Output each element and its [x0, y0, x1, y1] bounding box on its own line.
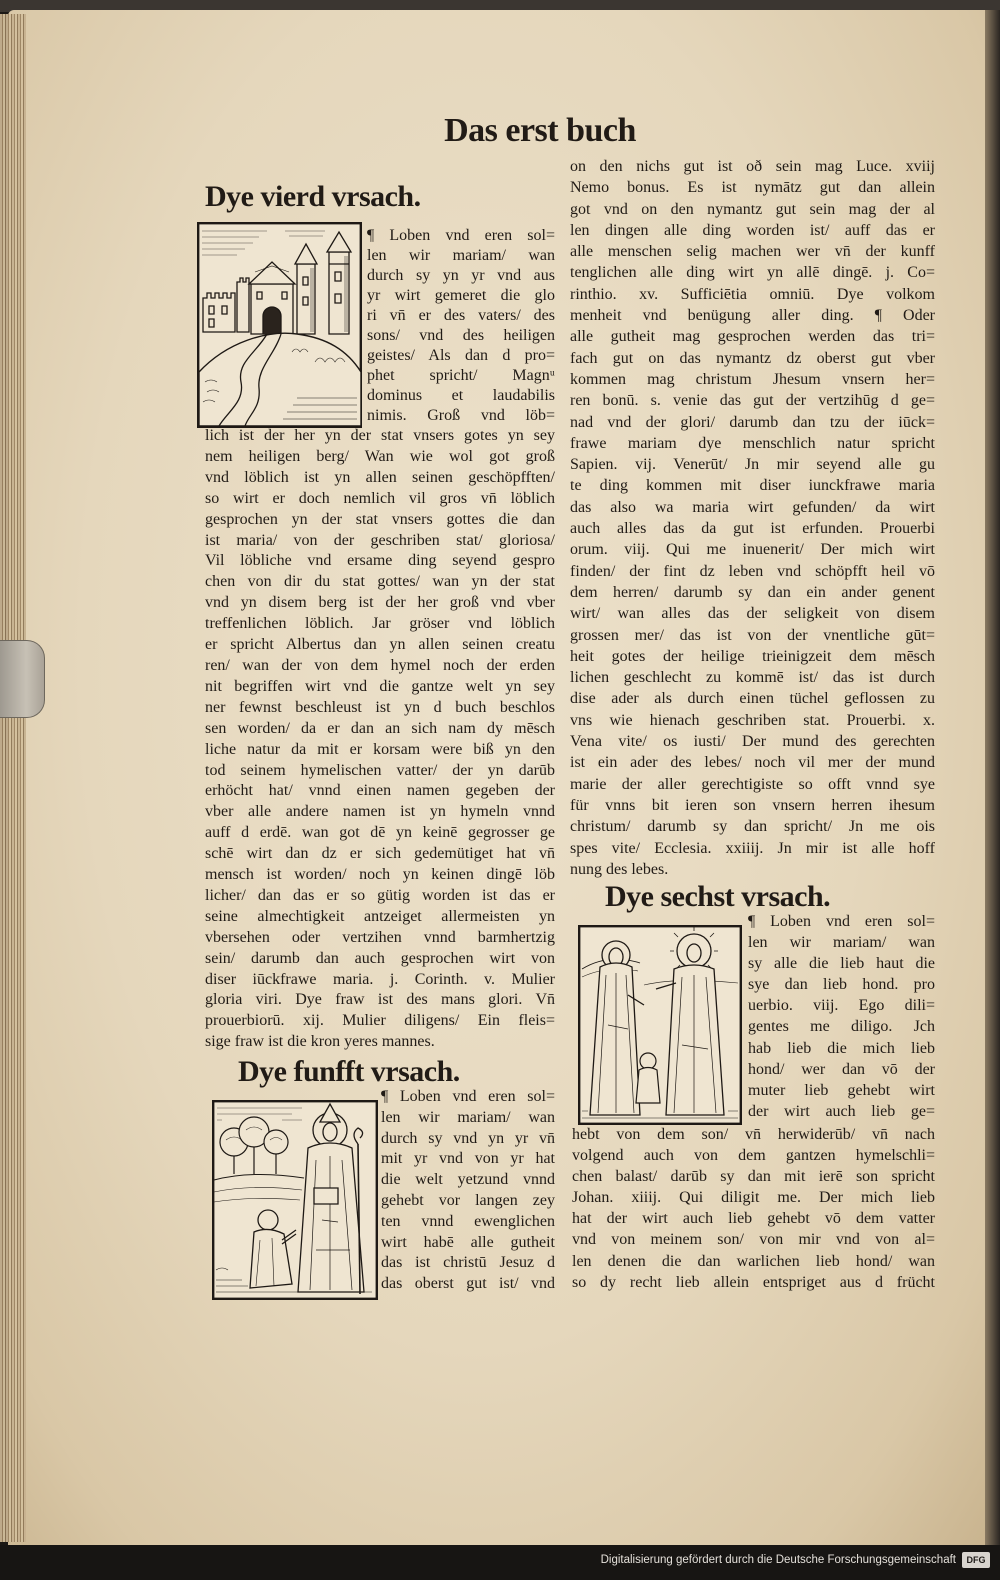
- text-line: dise ader als durch einen tüchel geflossen zu: [570, 690, 935, 708]
- text-line: fach gut on das nymantz dz oberst gut vber: [570, 349, 935, 367]
- text-line: vnd löblich ist yn allen seinen geschöpfften/: [205, 468, 555, 486]
- text-line: liche natur da mit er korsam were biß yn den: [205, 740, 555, 758]
- text-line: das also wa maria wirt gefunden/ da wirt: [570, 498, 935, 516]
- text-line: Vena vite/ os iusti/ Der mund des gerechten: [570, 733, 935, 751]
- text-line: vnd yn disem berg ist der her groß vnd vber: [205, 594, 555, 612]
- text-line: len denen die dan warlichen lieb hond/ wan: [572, 1252, 935, 1270]
- text-line: len dingen alle ding worden ist/ auff das er: [570, 221, 935, 239]
- section-heading-6: Dye sechst vrsach.: [605, 880, 831, 913]
- text-line: Nemo bonus. Es ist nymātz gut dan allein: [570, 179, 935, 197]
- text-line: hebt von dem son/ vn̄ herwiderūb/ vn̄ nach: [572, 1126, 935, 1143]
- text-line: lich ist der her yn der stat vnsers gotes yn sey: [205, 427, 555, 444]
- text-line: nit begriffen wirt vnd die gantze welt yn sey: [205, 677, 555, 695]
- text-line: te ding kommen mit diser iunckfrawe maria: [570, 477, 935, 495]
- text-line: christum/ darumb sy dan spricht/ Jn me ois: [570, 818, 935, 836]
- text-line: vns wie hienach geschriben stat. Prouerbi. x.: [570, 711, 935, 729]
- scan-right-border: [985, 10, 1000, 1545]
- text-line: volgend auch von dem gantzen hymelschli=: [572, 1147, 935, 1165]
- page-stack-edge: [0, 14, 26, 1542]
- text-line: wirt/ wan alles das der seligkeit von disem: [570, 605, 935, 623]
- round-tower: [295, 244, 317, 334]
- text-line: ren bonū. s. venie das gut der vertzihūg d ge=: [570, 392, 935, 410]
- text-line: ist ein ader des lebes/ noch vil mer der mund: [570, 754, 935, 772]
- text-line: hat der wirt auch lieb gehebt vō dem vatter: [572, 1210, 935, 1228]
- text-line: menheit vnd benügung aller ding. ¶ Oder: [570, 307, 935, 325]
- text-line: nem heiligen berg/ Wan wie wol got groß: [205, 447, 555, 465]
- text-line: diser iūckfrawe maria. j. Corinth. v. Mulier: [205, 970, 555, 988]
- text-line: heit gotes der heilige trieinigzeit dem mēsch: [570, 647, 935, 665]
- text-line: grossen mer/ das ist von der vnentliche gūt=: [570, 626, 935, 644]
- child-figure: [636, 1053, 660, 1103]
- text-line: ist maria/ von der geschriben stat/ gloriosa/: [205, 531, 555, 549]
- text-line: rinthio. xv. Sufficiētia omniū. Dye volkom: [570, 285, 935, 303]
- text-line: für vnns bit ieren son vnsern herren ihesum: [570, 796, 935, 814]
- text-line: geistes/ Als dan d pro=: [367, 347, 555, 364]
- text-line: sye dan lieb hond. pro: [748, 976, 935, 994]
- text-line: mit yr vnd von yr hat: [381, 1150, 555, 1168]
- text-line: alle menschen selig machen wer vn̄ der kunff: [570, 243, 935, 261]
- text-line: wirt habē alle gutheit: [381, 1233, 555, 1251]
- section-heading-5: Dye funfft vrsach.: [238, 1055, 460, 1088]
- funding-note: Digitalisierung gefördert durch die Deutsche Forschungsgemeinschaft: [600, 1554, 956, 1566]
- text-line: der wirt auch lieb ge=: [748, 1102, 935, 1120]
- text-line: frawe mariam dye menschlich natur spricht: [570, 434, 935, 452]
- woodcut-town-illustration: [197, 222, 362, 428]
- text-line: ren/ wan der von dem hymel noch der erden: [205, 656, 555, 674]
- text-line: Vil löbliche vnd ersame ding seyend gespro: [205, 552, 555, 570]
- text-line: ¶ Loben vnd eren sol=: [367, 227, 555, 244]
- text-line: sen worden/ da er dan an sich nam dy mēsch: [205, 719, 555, 737]
- text-line: nad vnd der glori/ darumb dan tzu der iūck=: [570, 413, 935, 431]
- book-clasp: [0, 640, 45, 718]
- running-head: Das erst buch: [444, 112, 636, 149]
- text-line: chen von dir du stat gottes/ wan yn der stat: [205, 573, 555, 591]
- text-line: so dy recht lieb allein entspriget aus d frücht: [572, 1273, 935, 1291]
- text-line: die welt yetzund vnnd: [381, 1171, 555, 1189]
- text-line: got vnd on den nymantz gut sein mag der al: [570, 200, 935, 218]
- text-line: alle gutheit mag gesprochen werden das tri=: [570, 328, 935, 346]
- text-line: das ist christū Jesuz d: [381, 1254, 555, 1272]
- text-line: Johan. xiiij. Qui diligit me. Der mich lieb: [572, 1189, 935, 1207]
- text-line: seine almechtigkeit antzeiget allermeisten yn: [205, 907, 555, 925]
- text-line: nung des lebes.: [570, 860, 669, 878]
- text-line: treffenlichen löblich. Jar gröser vnd löblich: [205, 615, 555, 633]
- woodcut-saint-illustration: [212, 1100, 378, 1300]
- text-line: Sapien. vij. Venerūt/ Jn mir seyend alle gu: [570, 456, 935, 474]
- text-line: das oberst gut ist/ vnd: [381, 1275, 555, 1293]
- text-line: len wir mariam/ wan: [748, 934, 935, 952]
- text-line: orum. viij. Qui me inuenerit/ Der mich wirt: [570, 541, 935, 559]
- text-line: kommen mag christum Jhesum vnsern her=: [570, 370, 935, 388]
- section-4-body-text: [205, 426, 555, 1053]
- woodcut-mary-christ-illustration: [578, 925, 742, 1125]
- text-line: yr wirt gemeret die glo: [367, 287, 555, 304]
- text-line: gentes me diligo. Jch: [748, 1018, 935, 1036]
- text-line: ri vn̄ er des vaters/ des: [367, 307, 555, 324]
- section-4-side-text: [367, 226, 555, 426]
- text-line: muter lieb gehebt wirt: [748, 1081, 935, 1099]
- text-line: gloria viri. Dye fraw ist des mans glori. Vn̄: [205, 991, 555, 1009]
- text-line: er spricht Albertus dan yn allen seinen creatu: [205, 636, 555, 654]
- text-line: vbersehen oder vertzihen vnnd barmhertzig: [205, 928, 555, 946]
- text-line: ¶ Loben vnd eren sol=: [748, 913, 935, 930]
- tall-tower: [327, 232, 351, 334]
- text-line: auch alles das da gut ist erfunden. Prouerbi: [570, 520, 935, 538]
- text-line: sige fraw ist die kron yeres mannes.: [205, 1033, 435, 1051]
- text-line: chen balast/ darūb sy dan mit ierē son spricht: [572, 1168, 935, 1186]
- text-line: dominus et laudabilis: [367, 387, 555, 404]
- text-line: prouerbiorū. xij. Mulier diligens/ Ein fleis=: [205, 1012, 555, 1030]
- text-line: durch sy yn yr vnd aus: [367, 267, 555, 284]
- text-line: tenglichen alle ding wirt yn allē dingē. j. Co=: [570, 264, 935, 282]
- text-line: tod seinem hymelischen vatter/ der yn darūb: [205, 761, 555, 779]
- text-line: uerbio. viij. Ego dili=: [748, 997, 935, 1015]
- text-line: gehebt vor langen zey: [381, 1191, 555, 1209]
- section-6-body-text: [572, 1124, 935, 1293]
- dfg-logo: DFG: [962, 1552, 990, 1568]
- text-line: ten vnnd ewenglichen: [381, 1212, 555, 1230]
- text-line: auff d erdē. wan got dē yn keinē gegrosser ge: [205, 824, 555, 842]
- text-line: sons/ vnd des heiligen: [367, 327, 555, 344]
- text-line: mensch ist worden/ noch yn keinen dingē löb: [205, 866, 555, 884]
- text-line: len wir mariam/ wan: [381, 1108, 555, 1126]
- text-line: vber alle andere namen ist yn hymeln vnnd: [205, 803, 555, 821]
- text-line: lichen geschlecht zu kommē ist/ das ist durch: [570, 669, 935, 687]
- text-line: durch sy vnd yn yr vn̄: [381, 1129, 555, 1147]
- text-line: ner fewnst beschleust ist yn d buch beschlos: [205, 698, 555, 716]
- text-line: hab lieb die mich lieb: [748, 1039, 935, 1057]
- right-column-text: [570, 156, 935, 880]
- text-line: len wir mariam/ wan: [367, 247, 555, 264]
- text-line: licher/ dan das er so gütig worden ist das er: [205, 886, 555, 904]
- text-line: schē wirt dan dz er sich gedemütiget hat vn̄: [205, 845, 555, 863]
- section-6-side-text: [748, 911, 935, 1122]
- section-heading-4: Dye vierd vrsach.: [205, 180, 421, 213]
- text-line: so wirt er doch nemlich vil gros vn̄ löblich: [205, 489, 555, 507]
- text-line: hond/ wer dan vō der: [748, 1060, 935, 1078]
- text-line: ¶ Loben vnd eren sol=: [381, 1088, 555, 1105]
- text-line: finden/ der fint dz leben vnd schöpfft heil vō: [570, 562, 935, 580]
- text-line: sy alle die lieb haut die: [748, 955, 935, 973]
- text-line: marie der aller gerechtigiste so offt vnnd sye: [570, 775, 935, 793]
- text-line: vnd von meinem son/ von mir vnd von al=: [572, 1231, 935, 1249]
- text-line: gesprochen yn der stat vnsers gottes die dan: [205, 510, 555, 528]
- text-line: sein/ darumb dan auch gesprochen wirt von: [205, 949, 555, 967]
- text-line: phet spricht/ Magnᵘ: [367, 367, 555, 384]
- section-5-side-text: [381, 1087, 555, 1295]
- text-line: nimis. Groß vnd löb=: [367, 407, 555, 424]
- text-line: erhöcht hat/ vnnd einen namen gegeben der: [205, 782, 555, 800]
- text-line: dem herren/ darumb sy dan ein ander genent: [570, 583, 935, 601]
- text-line: on den nichs gut ist oð sein mag Luce. xviij: [570, 158, 935, 175]
- text-line: spes vite/ Ecclesia. xxiiij. Jn mir ist alle hoff: [570, 839, 935, 857]
